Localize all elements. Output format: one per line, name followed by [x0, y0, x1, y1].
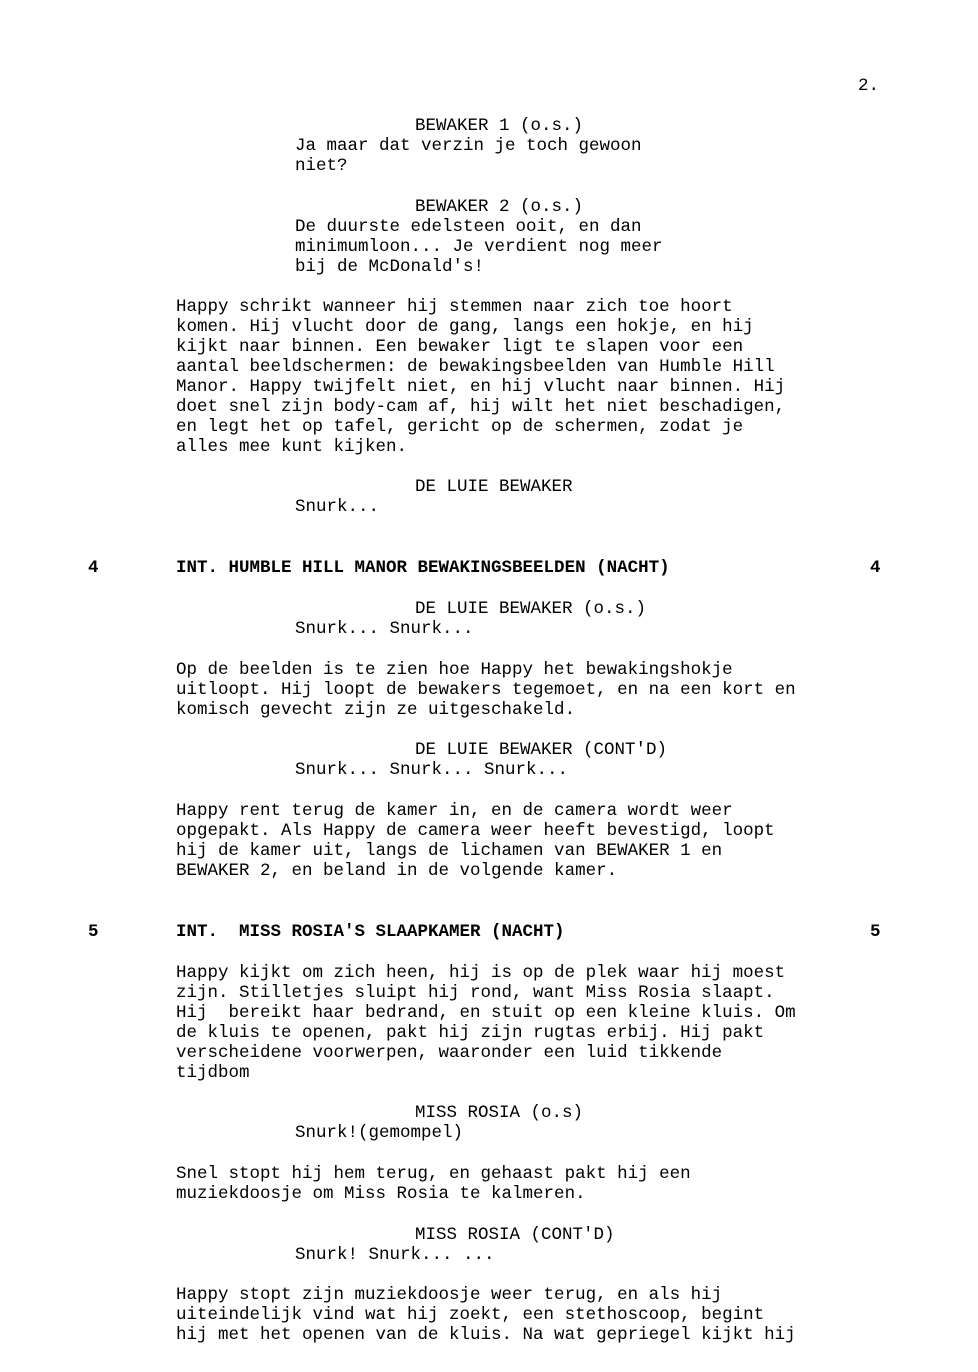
- scene-heading: INT. HUMBLE HILL MANOR BEWAKINGSBEELDEN (NACHT): [176, 558, 670, 578]
- scene-number-right: 5: [870, 922, 881, 942]
- character-name: MISS ROSIA (o.s): [415, 1103, 584, 1123]
- character-name: DE LUIE BEWAKER: [415, 477, 573, 497]
- dialogue: De duurste edelsteen ooit, en dan minimumloon... Je verdient nog meer bij de McDonald's!: [295, 217, 663, 277]
- dialogue: Ja maar dat verzin je toch gewoon niet?: [295, 136, 642, 176]
- scene-heading: INT. MISS ROSIA'S SLAAPKAMER (NACHT): [176, 922, 565, 942]
- action-paragraph: Happy rent terug de kamer in, en de camera wordt weer opgepakt. Als Happy de camera weer heeft bevestigd, loopt hij de kamer uit, langs de lichamen van BEWAKER 1 en BEWAKER 2, en beland in de volgende kamer.: [176, 801, 775, 881]
- dialogue: Snurk... Snurk...: [295, 619, 474, 639]
- character-name: BEWAKER 1 (o.s.): [415, 116, 584, 136]
- scene-number-left: 4: [88, 558, 99, 578]
- action-paragraph: Op de beelden is te zien hoe Happy het bewakingshokje uitloopt. Hij loopt de bewakers tegemoet, en na een kort en komisch gevecht zijn ze uitgeschakeld.: [176, 660, 796, 720]
- scene-number-right: 4: [870, 558, 881, 578]
- dialogue: Snurk... Snurk... Snurk...: [295, 760, 569, 780]
- character-name: DE LUIE BEWAKER (CONT'D): [415, 740, 668, 760]
- action-paragraph: Happy schrikt wanneer hij stemmen naar zich toe hoort komen. Hij vlucht door de gang, langs een hokje, en hij kijkt naar binnen. Een bewaker ligt te slapen voor een aantal beeldschermen: de bewakingsbeelden van Humble Hill Manor. Happy twijfelt niet, en hij vlucht naar binnen. Hij doet snel zijn body-cam af, hij wilt het niet beschadigen, en legt het op tafel, gericht op de schermen, zodat je alles mee kunt kijken.: [176, 297, 786, 457]
- dialogue: Snurk! Snurk... ...: [295, 1245, 495, 1265]
- action-paragraph: Snel stopt hij hem terug, en gehaast pakt hij een muziekdoosje om Miss Rosia te kalmeren.: [176, 1164, 691, 1204]
- page-number: 2.: [858, 76, 880, 96]
- action-paragraph: Happy stopt zijn muziekdoosje weer terug, en als hij uiteindelijk vind wat hij zoekt, een stethoscoop, begint hij met het openen van de kluis. Na wat gepriegel kijkt hij: [176, 1285, 796, 1345]
- action-paragraph: Happy kijkt om zich heen, hij is op de plek waar hij moest zijn. Stilletjes sluipt hij rond, want Miss Rosia slaapt. Hij bereikt haar bedrand, en stuit op een kleine kluis. Om de kluis te openen, pakt hij zijn rugtas erbij. Hij pakt verscheidene voorwerpen, waaronder een luid tikkende tijdbom: [176, 963, 796, 1083]
- scene-number-left: 5: [88, 922, 99, 942]
- character-name: MISS ROSIA (CONT'D): [415, 1225, 615, 1245]
- dialogue: Snurk...: [295, 497, 380, 517]
- dialogue: Snurk!(gemompel): [295, 1123, 464, 1143]
- character-name: BEWAKER 2 (o.s.): [415, 197, 584, 217]
- character-name: DE LUIE BEWAKER (o.s.): [415, 599, 647, 619]
